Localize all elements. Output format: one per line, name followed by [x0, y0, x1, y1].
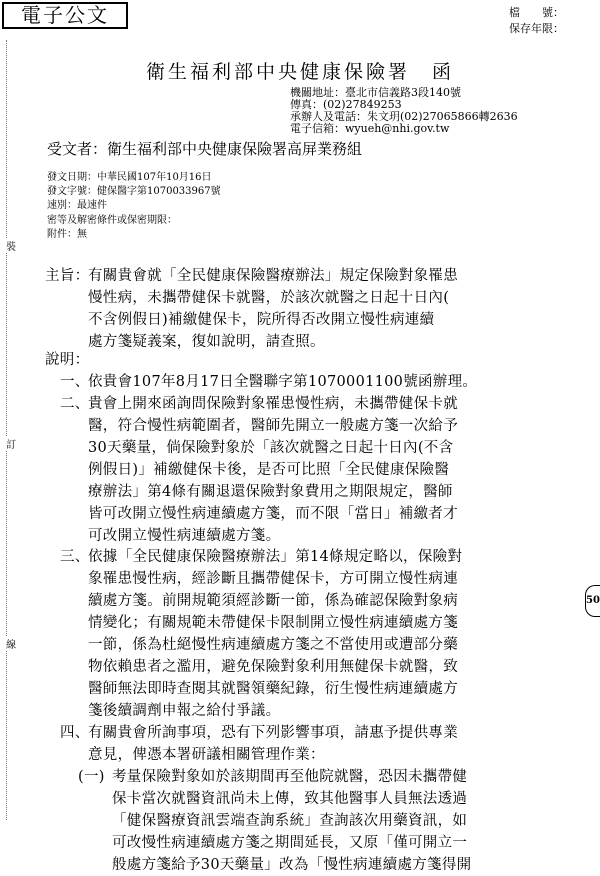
subject-label: 主旨： [45, 268, 90, 284]
item-4-label: 四、 [60, 725, 90, 741]
sub-item-1-label: (一) [78, 769, 105, 785]
binding-line [6, 40, 10, 820]
confidentiality: 密等及解密條件或保密期限： [47, 215, 177, 226]
document-number: 發文字號：健保醫字第1070033967號 [47, 186, 221, 197]
sub-item-1-text: 考量保險對象如於該期間再至他院就醫，恐因未攜帶健 保卡當次就醫資訊尚未上傳，致其他醫事人員無法透過 「健保醫療資訊雲端查詢系統」查詢該次用藥資訊，如 可改慢性病連續處方箋之期間延長，又原「僅可開立一 般處方箋給予30天藥量」改為「慢性病連續處方箋得開 [112, 769, 472, 873]
item-2-text: 貴會上開來函詢問保險對象罹患慢性病，未攜帶健保卡就 醫，符合慢性病範圍者，醫師先開立一般處方箋一次給予 30天藥量，倘保險對象於「該次就醫之日起十日內(不含 例假日)」補繳健保卡後，是否可比照「全民健康保險醫 療辦法」第4條有關退還保險對象費用之期限規定，醫師 皆可改開立慢性病連續處方箋，而不限「當日」補繳者才 可改開立慢性病連續處方箋。 [88, 396, 458, 544]
agency-fax: 傳真：(02)27849253 [290, 98, 402, 111]
issue-date: 發文日期：中華民國107年10月16日 [47, 172, 212, 183]
agency-address: 機關地址：臺北市信義路3段140號 [290, 86, 461, 99]
receiver: 受文者：衛生福利部中央健康保險署高屏業務組 [47, 140, 363, 158]
binding-mark-zhuang: 裝 [6, 238, 16, 253]
contact-person-phone: 承辦人及電話：朱文玥(02)27065866轉2636 [290, 110, 518, 123]
file-number-label: 檔 號： [509, 6, 564, 19]
explanation-label: 說明： [45, 352, 90, 368]
item-3-text: 依據「全民健康保險醫療辦法」第14條規定略以，保險對 象罹患慢性病，經診斷且攜帶健保卡，方可開立慢性病連 續處方箋。前開規範須經診斷一節，係為確認保險對象病 情變化；有關規範未帶健保卡限制開立慢性病連續處方箋 一節，係為杜絕慢性病連續處方箋之不當使用或遭部分藥 物依賴患者之濫用，避免保險對象利用無健保卡就醫，致 醫師無法即時查閱其就醫領藥紀錄，衍生慢性病連續處方 箋後續調劑申報之給付爭議。 [88, 549, 463, 719]
urgency: 速別：最速件 [47, 200, 107, 211]
item-4-text: 有關貴會所詢事項，恐有下列影響事項，請惠予提供專業 意見，俾憑本署研議相關管理作業： [88, 725, 458, 763]
binding-mark-xian: 線 [6, 636, 16, 651]
binding-mark-ding: 訂 [6, 436, 16, 451]
item-2-label: 二、 [60, 396, 90, 412]
contact-email: 電子信箱：wyueh@nhi.gov.tw [290, 122, 450, 135]
e-document-stamp: 電子公文 [2, 2, 128, 29]
attachments: 附件：無 [47, 229, 87, 240]
item-1-label: 一、 [60, 374, 90, 390]
retention-period-label: 保存年限： [509, 22, 564, 35]
subject-text: 有關貴會就「全民健康保險醫療辦法」規定保險對象罹患 慢性病，未攜帶健保卡就醫，於該次就醫之日起十日內( 不含例假日)補繳健保卡，院所得否改開立慢性病連續 處方箋疑義案，復如說明，請查照。 [88, 268, 458, 350]
page-edge-mark: 50 [585, 585, 600, 617]
document-title: 衛生福利部中央健康保險署 函 [145, 61, 454, 83]
item-1-text: 依貴會107年8月17日全醫聯字第1070001100號函辦理。 [88, 374, 478, 390]
item-3-label: 三、 [60, 549, 90, 565]
